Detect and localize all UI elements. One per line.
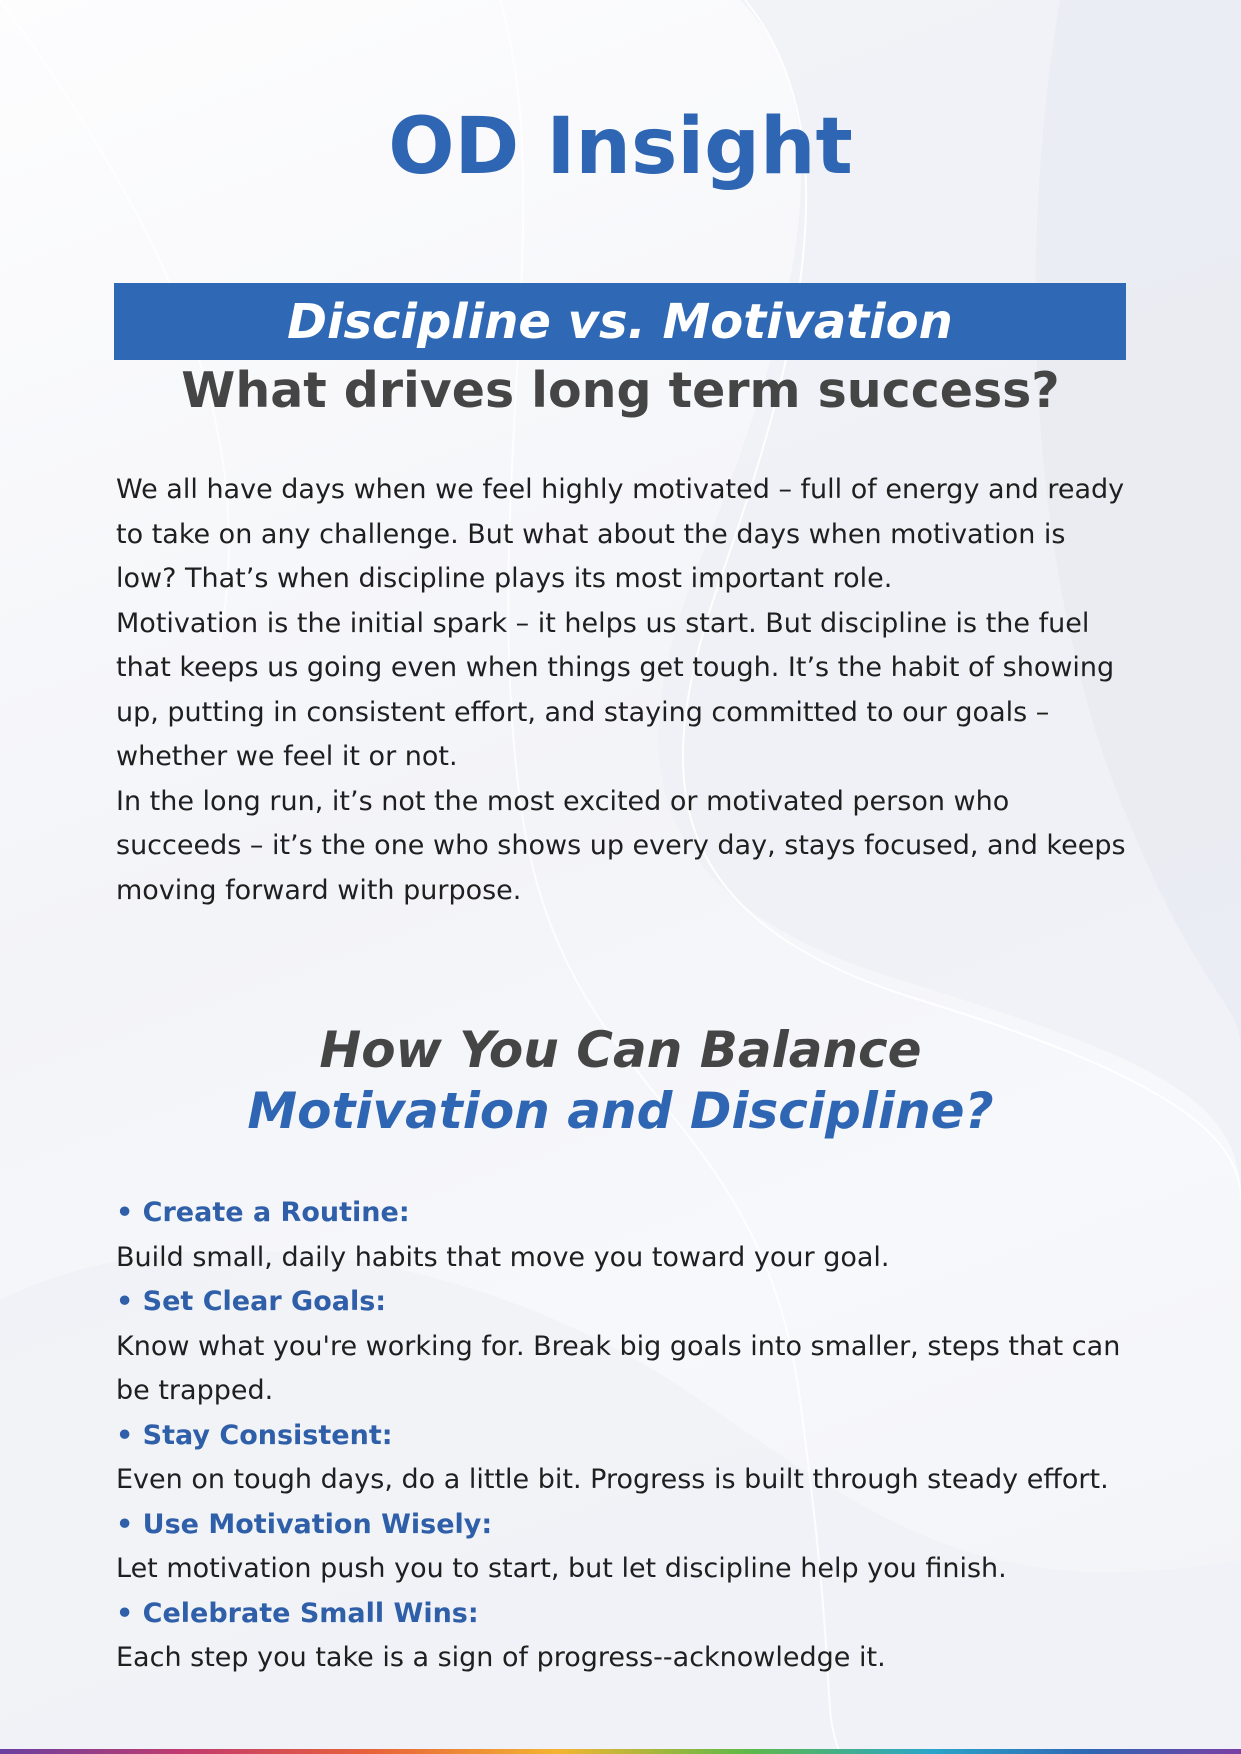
tip-text: Even on tough days, do a little bit. Progress is built through steady effort. (116, 1464, 1109, 1495)
balance-heading (0, 1020, 1241, 1142)
tip-heading: • Use Motivation Wisely: (116, 1508, 493, 1540)
intro-paragraph: We all have days when we feel highly motivated – full of energy and ready to take on any challenge. But what about the days when motivation is low? That’s when discipline plays its most important role. (116, 474, 1125, 594)
subtitle: What drives long term success? (181, 362, 1060, 419)
rainbow-footer-stripe (0, 1749, 1241, 1754)
page-title: OD Insight (388, 102, 853, 192)
tip-item (116, 1191, 1131, 1280)
tip-heading: • Set Clear Goals: (116, 1286, 387, 1317)
tip-text: Each step you take is a sign of progress--acknowledge it. (116, 1642, 886, 1673)
balance-heading-line1: How You Can Balance (319, 1021, 922, 1079)
tip-text: Build small, daily habits that move you toward your goal. (116, 1241, 890, 1273)
tip-item (116, 1414, 1131, 1503)
intro-paragraph: In the long run, it’s not the most excited or motivated person who succeeds – it’s the one who shows up every day, stays focused, and keeps moving forward with purpose. (116, 785, 1126, 906)
tip-text: Know what you're working for. Break big goals into smaller, steps that can be trapped. (116, 1330, 1121, 1406)
tips-list (116, 1191, 1131, 1681)
tip-heading: • Celebrate Small Wins: (116, 1597, 479, 1629)
intro-text (116, 468, 1131, 913)
tip-item (116, 1592, 1131, 1681)
tip-text: Let motivation push you to start, but let discipline help you finish. (116, 1553, 1007, 1584)
balance-heading-line2: Motivation and Discipline? (247, 1082, 994, 1140)
topic-banner: Discipline vs. Motivation (114, 283, 1126, 360)
tip-heading: • Create a Routine: (116, 1197, 410, 1228)
intro-paragraph: Motivation is the initial spark – it helps us start. But discipline is the fuel that keeps us going even when things get tough. It’s the habit of showing up, putting in consistent effort, and staying committed to our goals – whether we feel it or not. (116, 607, 1115, 772)
tip-item (116, 1280, 1131, 1414)
tip-heading: • Stay Consistent: (116, 1419, 393, 1451)
tip-item (116, 1503, 1131, 1592)
